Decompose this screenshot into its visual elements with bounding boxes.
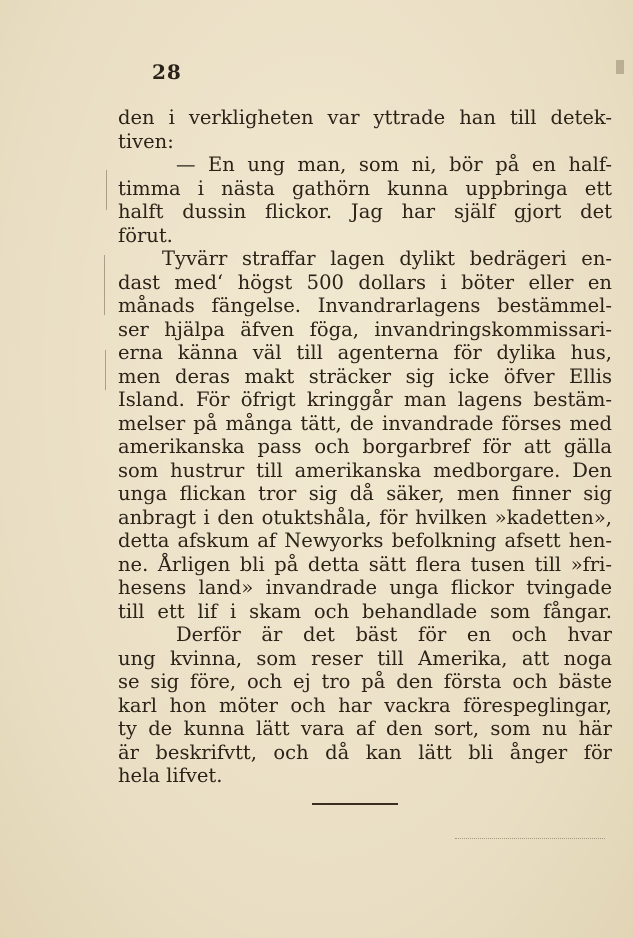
text-line: Derför är det bäst för en och hvar xyxy=(176,623,612,646)
text-line: erna känna väl till agenterna för dylika hus, xyxy=(118,341,612,364)
text-line: ung kvinna, som reser till Amerika, att noga xyxy=(118,646,612,670)
text-line: hesens land» invandrade unga flickor tvingade xyxy=(118,576,612,599)
text-line: karl hon möter och har vackra förespeglingar, xyxy=(118,693,612,717)
margin-mark xyxy=(106,170,107,210)
text-line: Tyvärr straffar lagen dylikt bedrägeri en- xyxy=(162,247,612,270)
margin-mark xyxy=(616,60,624,74)
margin-mark xyxy=(105,350,106,390)
text-line: den i verkligheten var yttrade han till detek- xyxy=(118,106,612,129)
printer-mark xyxy=(455,826,605,839)
text-line: — En ung man, som ni, bör på en half- xyxy=(176,153,612,176)
page-number: 28 xyxy=(152,60,182,84)
text-line: till ett lif i skam och behandlade som fångar. xyxy=(118,599,612,623)
text-line: som hustrur till amerikanska medborgare. Den xyxy=(118,458,612,482)
text-line: månads fängelse. Invandrarlagens bestämmel- xyxy=(118,294,612,317)
text-line: men deras makt sträcker sig icke öfver Ellis xyxy=(118,364,612,388)
text-line: timma i nästa gathörn kunna uppbringa ett xyxy=(118,176,612,200)
section-divider xyxy=(312,803,398,805)
text-line: detta afskum af Newyorks befolkning afsett hen- xyxy=(118,529,612,552)
text-line: ty de kunna lätt vara af den sort, som nu här xyxy=(118,717,612,740)
text-line: halft dussin flickor. Jag har själf gjort det xyxy=(118,200,612,223)
text-line: amerikanska pass och borgarbref för att gälla xyxy=(118,435,612,458)
text-line: tiven: xyxy=(118,129,174,153)
text-line: se sig före, och ej tro på den första och bäste xyxy=(118,670,612,693)
text-line: unga flickan tror sig då säker, men finner sig xyxy=(118,482,612,505)
margin-mark xyxy=(104,255,105,315)
text-line: förut. xyxy=(118,223,173,247)
text-line: är beskrifvtt, och då kan lätt bli ånger för xyxy=(118,740,612,764)
text-line: melser på många tätt, de invandrade förses med xyxy=(118,411,612,435)
text-line: ne. Årligen bli på detta sätt flera tusen till »fri- xyxy=(118,552,612,576)
text-line: ser hjälpa äfven föga, invandringskommissari- xyxy=(118,317,612,341)
text-line: anbragt i den otuktshåla, för hvilken »kadetten», xyxy=(118,505,612,529)
text-line: hela lifvet. xyxy=(118,764,223,787)
body-text xyxy=(118,106,612,788)
text-line: Island. För öfrigt kringgår man lagens bestäm- xyxy=(118,388,612,411)
text-line: dast med‘ högst 500 dollars i böter eller en xyxy=(118,270,612,294)
